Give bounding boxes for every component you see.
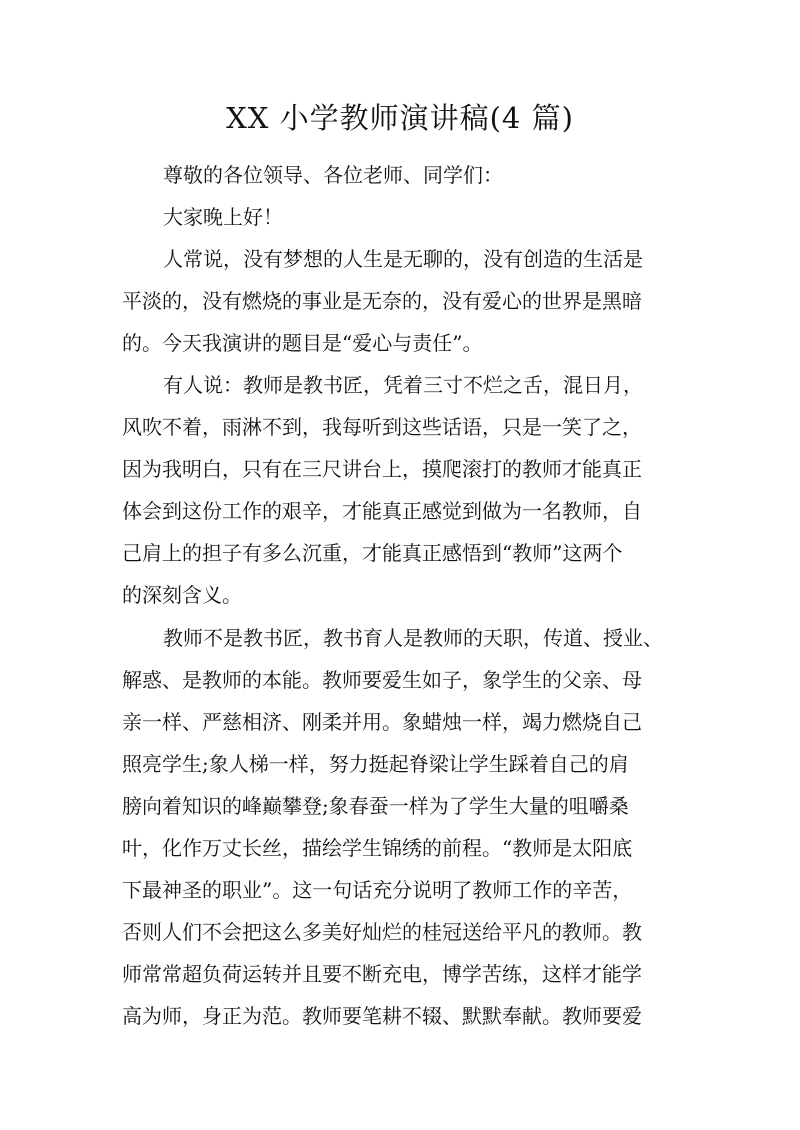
paragraph-3-line-5: 膀向着知识的峰巅攀登;象春蚕一样为了学生大量的咀嚼桑 [122, 794, 629, 818]
paragraph-2-line-5: 己肩上的担子有多么沉重，才能真正感悟到“教师”这两个 [122, 541, 623, 565]
page-title: XX 小学教师演讲稿(4 篇) [226, 101, 574, 135]
greeting-line: 大家晚上好！ [163, 205, 283, 229]
paragraph-3-line-4: 照亮学生;象人梯一样，努力挺起脊梁让学生踩着自己的肩 [122, 752, 629, 776]
paragraph-1-line-3: 的。今天我演讲的题目是“爱心与责任”。 [122, 331, 483, 355]
paragraph-3-line-8: 否则人们不会把这么多美好灿烂的桂冠送给平凡的教师。教 [122, 920, 642, 944]
paragraph-3-line-9: 师常常超负荷运转并且要不断充电，博学苦练，这样才能学 [122, 962, 642, 986]
paragraph-2-line-2: 风吹不着，雨淋不到，我每听到这些话语，只是一笑了之， [122, 415, 642, 439]
paragraph-3-line-6: 叶，化作万丈长丝，描绘学生锦绣的前程。“教师是太阳底 [122, 836, 633, 860]
paragraph-3-line-1: 教师不是教书匠，教书育人是教师的天职，传道、授业、 [163, 626, 663, 650]
paragraph-2-line-4: 体会到这份工作的艰辛，才能真正感觉到做为一名教师，自 [122, 499, 642, 523]
salutation-line: 尊敬的各位领导、各位老师、同学们： [163, 163, 503, 187]
paragraph-3-line-7: 下最神圣的职业”。这一句话充分说明了教师工作的辛苦， [122, 878, 633, 902]
paragraph-3-line-10: 高为师，身正为范。教师要笔耕不辍、默默奉献。教师要爱 [122, 1004, 642, 1028]
paragraph-3-line-3: 亲一样、严慈相济、刚柔并用。象蜡烛一样，竭力燃烧自己 [122, 710, 642, 734]
paragraph-3-line-2: 解惑、是教师的本能。教师要爱生如子，象学生的父亲、母 [122, 668, 642, 692]
paragraph-2-line-1: 有人说：教师是教书匠，凭着三寸不烂之舌，混日月， [163, 373, 643, 397]
paragraph-1-line-2: 平淡的，没有燃烧的事业是无奈的，没有爱心的世界是黑暗 [122, 289, 642, 313]
paragraph-1-line-1: 人常说，没有梦想的人生是无聊的，没有创造的生活是 [163, 247, 643, 271]
paragraph-2-line-3: 因为我明白，只有在三尺讲台上，摸爬滚打的教师才能真正 [122, 457, 642, 481]
paragraph-2-line-6: 的深刻含义。 [122, 583, 242, 607]
